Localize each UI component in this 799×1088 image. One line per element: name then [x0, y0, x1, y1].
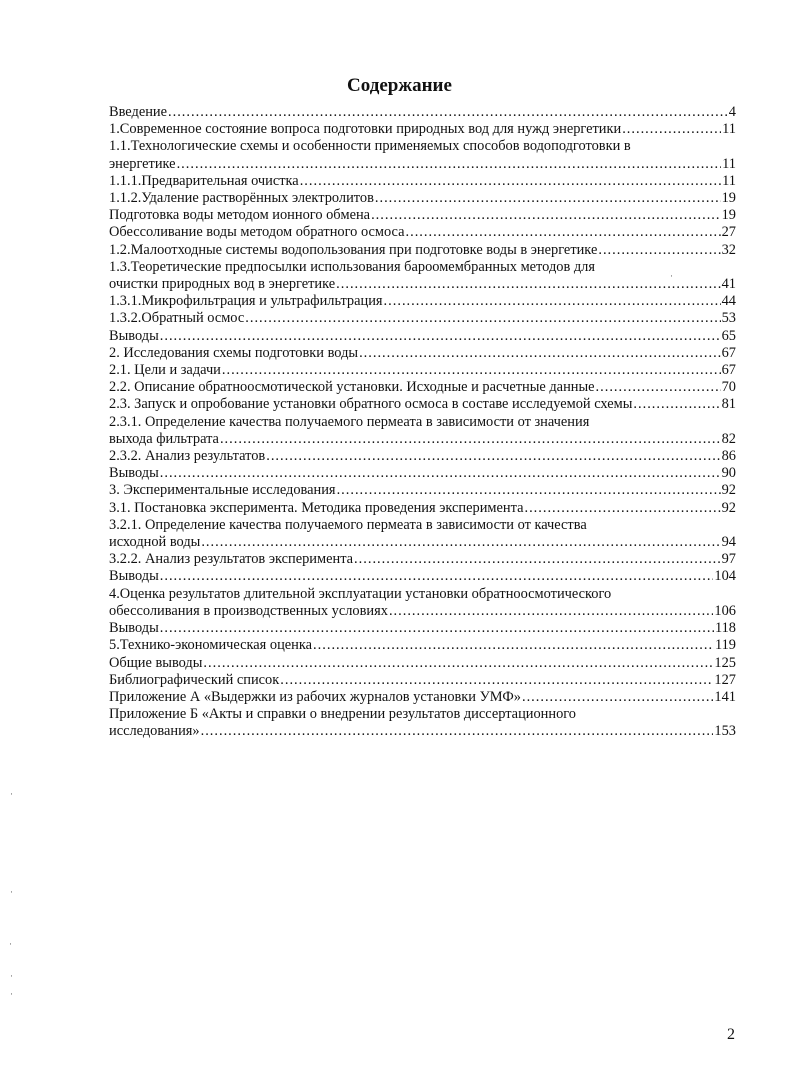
toc-entry-text: 1.1.1.Предварительная очистка [109, 172, 299, 189]
dot-leader [313, 637, 714, 654]
toc-entry[interactable] [109, 482, 736, 499]
toc-entry-text: 2.2. Описание обратноосмотической установки. Исходные и расчетные данные [109, 379, 595, 396]
dot-leader [222, 362, 721, 379]
toc-entry-page: 141 [714, 688, 736, 705]
toc-entry-text: Обессоливание воды методом обратного осмоса [109, 224, 405, 241]
toc-entry-text: обессоливания в производственных условиях [109, 602, 388, 619]
scan-speck: · [10, 789, 13, 799]
toc-entry[interactable] [109, 121, 736, 138]
toc-entry[interactable] [109, 104, 736, 121]
dot-leader [633, 396, 720, 413]
toc-entry[interactable] [109, 414, 736, 448]
toc-entry-page: 4 [728, 104, 736, 120]
toc-entry-text: 1.3.2.Обратный осмос [109, 310, 245, 327]
toc-entry-text: Выводы [109, 465, 159, 482]
dot-leader [160, 465, 721, 482]
toc-entry-page: 67 [721, 362, 736, 379]
dot-leader [245, 310, 720, 327]
toc-entry-page: 65 [721, 327, 736, 344]
toc-entry-page: 27 [721, 224, 736, 241]
dot-leader [598, 242, 720, 259]
toc-entry[interactable] [109, 517, 736, 551]
toc-entry-text: 2.1. Цели и задачи [109, 362, 221, 379]
dot-leader [160, 620, 714, 637]
dot-leader [336, 276, 720, 293]
scan-speck: · [9, 939, 12, 949]
toc-entry-page: 11 [722, 172, 736, 189]
toc-entry-page: 86 [721, 448, 736, 465]
dot-leader [522, 689, 713, 706]
toc-entry[interactable] [109, 259, 736, 293]
dot-leader [220, 431, 721, 448]
toc-entry-text: Введение [109, 104, 168, 120]
toc-entry-text-line1: 4.Оценка результатов длительной эксплуатации установки обратноосмотического [109, 585, 612, 602]
toc-entry-page: 118 [714, 620, 736, 637]
toc-entry[interactable] [109, 328, 736, 345]
dot-leader [389, 603, 713, 620]
toc-entry-page: 127 [714, 671, 736, 688]
toc-entry-text: исследования» [109, 723, 200, 740]
dot-leader [160, 328, 721, 345]
toc-entry-page: 41 [721, 276, 736, 293]
dot-leader [300, 173, 721, 190]
toc-entry-page: 53 [721, 310, 736, 327]
dot-leader [622, 121, 721, 138]
toc-entry[interactable] [109, 379, 736, 396]
toc-entry[interactable] [109, 173, 736, 190]
toc-entry[interactable] [109, 586, 736, 620]
toc-entry-page: 19 [721, 207, 736, 224]
toc-entry[interactable] [109, 293, 736, 310]
dot-leader [359, 345, 721, 362]
toc-entry-text: 1.1.2.Удаление растворённых электролитов [109, 190, 374, 207]
toc-entry[interactable] [109, 396, 736, 413]
toc-entry-page: 11 [722, 155, 736, 172]
toc-entry[interactable] [109, 568, 736, 585]
toc-entry-text: Подготовка воды методом ионного обмена [109, 207, 371, 224]
toc-entry-page: 104 [714, 568, 736, 585]
toc-entry-text: Библиографический список [109, 671, 280, 688]
dot-leader [371, 207, 721, 224]
dot-leader [160, 568, 714, 585]
toc-entry-page: 92 [721, 499, 736, 516]
toc-entry-text: 5.Технико-экономическая оценка [109, 637, 313, 654]
toc-entry-text: 2. Исследования схемы подготовки воды [109, 344, 359, 361]
toc-entry-page: 106 [714, 602, 736, 619]
toc-entry-text: Выводы [109, 620, 159, 637]
toc-entry-page: 19 [721, 190, 736, 207]
toc-entry-text: 3. Экспериментальные исследования [109, 482, 336, 499]
toc-entry-page: 94 [721, 534, 736, 551]
toc-entry[interactable] [109, 345, 736, 362]
toc-entry-text: Выводы [109, 568, 159, 585]
toc-entry[interactable] [109, 637, 736, 654]
toc-entry-page: 82 [721, 430, 736, 447]
toc-entry-text: 2.3. Запуск и опробование установки обратного осмоса в составе исследуемой схемы [109, 396, 633, 413]
toc-entry[interactable] [109, 655, 736, 672]
toc-entry-text: 2.3.2. Анализ результатов [109, 448, 266, 465]
toc-entry-text: энергетике [109, 155, 176, 172]
dot-leader [177, 156, 722, 173]
toc-entry[interactable] [109, 190, 736, 207]
toc-entry-page: 70 [721, 379, 736, 396]
dot-leader [406, 224, 721, 241]
toc-entry[interactable] [109, 551, 736, 568]
toc-entry-page: 32 [721, 241, 736, 258]
toc-entry[interactable] [109, 465, 736, 482]
toc-entry-text: 3.1. Постановка эксперимента. Методика проведения эксперимента [109, 499, 524, 516]
toc-entry-text-line1: 1.1.Технологические схемы и особенности применяемых способов водоподготовки в [109, 138, 631, 155]
toc-entry[interactable] [109, 242, 736, 259]
scan-speck: · [670, 271, 673, 281]
toc-entry[interactable] [109, 689, 736, 706]
scan-speck: · [10, 887, 13, 897]
toc-entry-page: 92 [721, 482, 736, 499]
toc-entry-text-line1: 2.3.1. Определение качества получаемого пермеата в зависимости от значения [109, 413, 590, 430]
dot-leader [280, 672, 713, 689]
scan-speck: · [10, 989, 13, 999]
toc-entry[interactable] [109, 672, 736, 689]
toc-entry-text-line1: 3.2.1. Определение качества получаемого пермеата в зависимости от качества [109, 516, 587, 533]
toc-entry[interactable] [109, 224, 736, 241]
toc-entry-text: выхода фильтрата [109, 430, 219, 447]
toc-entry-page: 125 [714, 654, 736, 671]
dot-leader [201, 723, 714, 740]
dot-leader [384, 293, 721, 310]
toc-entry-text-line1: 1.3.Теоретические предпосылки использования бароомембранных методов для [109, 258, 595, 275]
toc-entry[interactable] [109, 448, 736, 465]
toc-entry-page: 67 [721, 344, 736, 361]
scan-speck: · [10, 971, 13, 981]
toc-entry-text: Общие выводы [109, 654, 203, 671]
toc-entry-text: Выводы [109, 327, 159, 344]
dot-leader [596, 379, 721, 396]
dot-leader [266, 448, 720, 465]
toc-entry-page: 97 [721, 551, 736, 568]
toc-entry[interactable] [109, 362, 736, 379]
dot-leader [337, 482, 721, 499]
dot-leader [201, 534, 720, 551]
toc-entry[interactable] [109, 207, 736, 224]
toc-entry[interactable] [109, 500, 736, 517]
toc-entry-text: 3.2.2. Анализ результатов эксперимента [109, 551, 354, 568]
toc-entry-text: 1.2.Малоотходные системы водопользования при подготовке воды в энергетике [109, 241, 598, 258]
toc-entry-text: исходной воды [109, 534, 201, 551]
dot-leader [168, 104, 728, 121]
toc-entry[interactable] [109, 620, 736, 637]
page-title: Содержание [347, 75, 452, 96]
toc-entry-text: 1.3.1.Микрофильтрация и ультрафильтрация [109, 293, 383, 310]
toc-entry[interactable] [109, 706, 736, 740]
toc-entry-page: 81 [721, 396, 736, 413]
toc-entry-page: 119 [714, 637, 736, 654]
toc-entry-page: 44 [721, 293, 736, 310]
toc-entry-text: очистки природных вод в энергетике [109, 276, 336, 293]
dot-leader [354, 551, 721, 568]
dot-leader [524, 500, 720, 517]
toc-entry[interactable] [109, 310, 736, 327]
toc-entry-page: 90 [721, 465, 736, 482]
toc-entry-page: 11 [722, 121, 736, 138]
toc-entry-page: 153 [714, 723, 736, 740]
toc-entry-text: 1.Современное состояние вопроса подготовки природных вод для нужд энергетики [109, 121, 622, 138]
table-of-contents [109, 104, 736, 741]
dot-leader [203, 655, 713, 672]
toc-entry[interactable] [109, 138, 736, 172]
toc-entry-text-line1: Приложение Б «Акты и справки о внедрении результатов диссертационного [109, 706, 577, 723]
dot-leader [375, 190, 721, 207]
toc-entry-text: Приложение А «Выдержки из рабочих журналов установки УМФ» [109, 688, 521, 705]
page-number: 2 [727, 1026, 735, 1043]
